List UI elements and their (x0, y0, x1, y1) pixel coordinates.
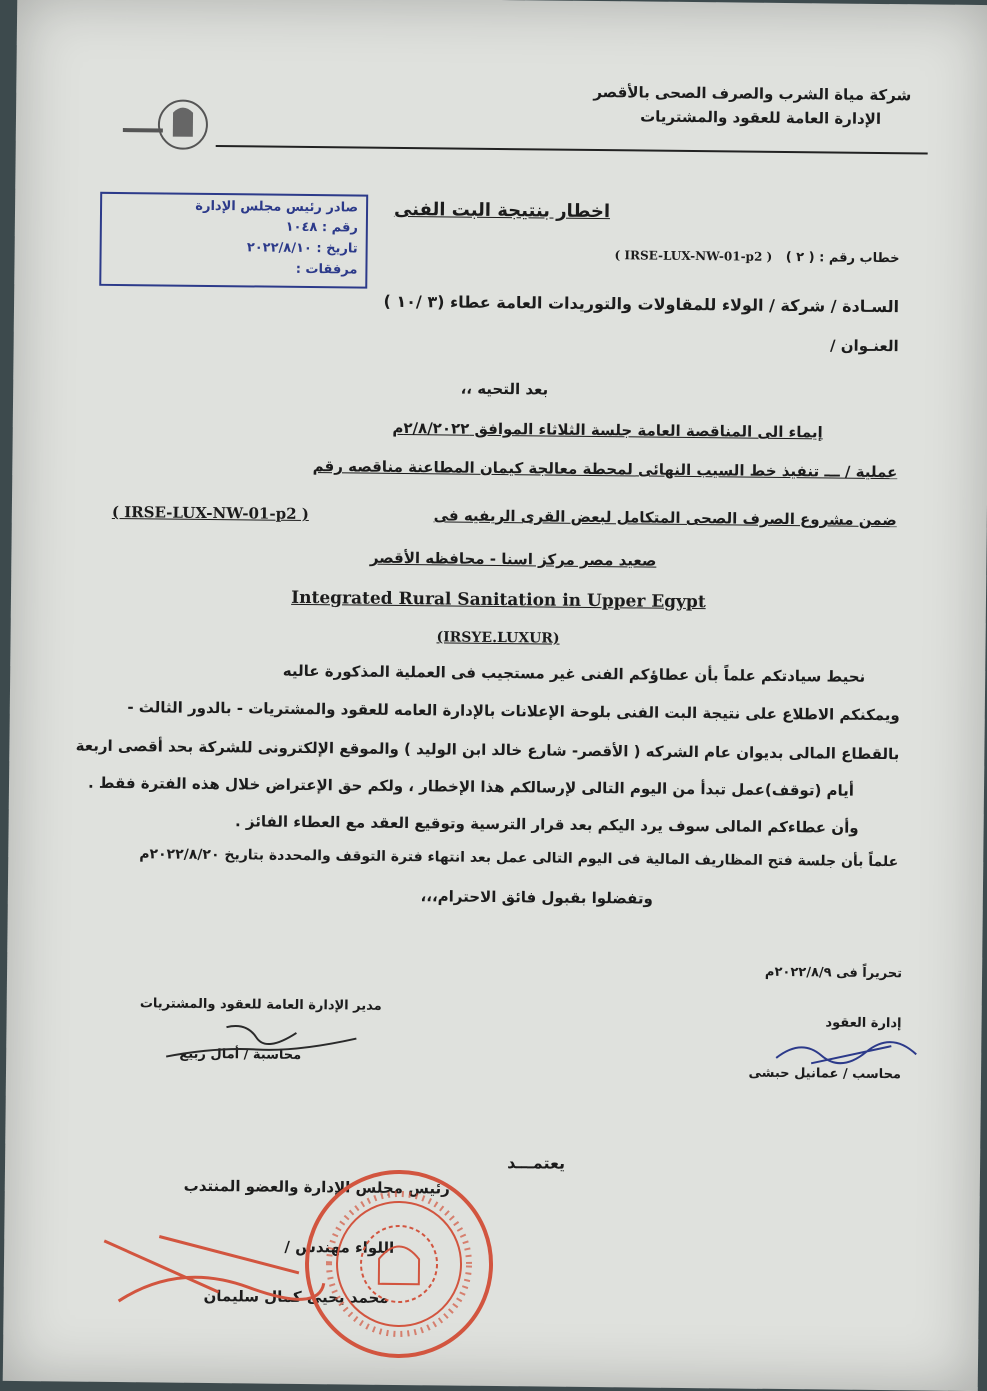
department-name: الإدارة العامة للعقود والمشتريات (640, 107, 882, 128)
signature-gm (156, 1006, 367, 1068)
project-name-en: Integrated Rural Sanitation in Upper Egypt (291, 587, 706, 613)
chairman-name: محمد يحيى كمال سليمان (203, 1286, 389, 1307)
body-paragraph-2: ويمكنكم الاطلاع على نتيجة البت الفنى بلوحة الإعلانات بالإدارة العامه للعقود والمشتريات - بالدور الثالث - (127, 698, 900, 725)
addressee: السـادة / شركة / الولاء للمقاولات والتوريدات العامة عطاء (٣ /١٠ ) (383, 291, 900, 317)
contracts-admin-label: إدارة العقود (825, 1015, 902, 1032)
stamp-line-3: تاريخ : ٢٠٢٢/٨/١٠ (246, 240, 358, 257)
subject-line-2: عملية / ـــ تنفيذ خط السيب النهائى لمحطة معالجة كيمان المطاعنة مناقصه رقم (312, 457, 898, 482)
letter-code: ( IRSE-LUX-NW-01-p2 ) (614, 248, 773, 264)
body-paragraph-4: أيام (توقف)عمل تبدأ من اليوم التالى لإرسالكم هذا الإخطار ، ولكم حق الإعتراض خلال هذه الفترة فقط . (87, 773, 855, 800)
approved-label: يعتمـــد (507, 1153, 566, 1173)
body-paragraph-5: وأن عطاءكم المالى سوف يرد اليكم بعد قرار الترسية وتوقيع العقد مع العطاء الفائز . (234, 812, 859, 837)
company-logo-icon (121, 94, 212, 155)
chairman-rank: اللواء مهندس / (284, 1237, 395, 1257)
stamp-line-1: صادر رئيس مجلس الإدارة (195, 198, 359, 216)
outgoing-stamp (99, 192, 368, 289)
subject-line-4: صعيد مصر مركز اسنا - محافظه الأقصر (369, 548, 657, 570)
subject-line-3: ضمن مشروع الصرف الصحى المتكامل لبعض القرى الريفيه فى (433, 506, 897, 530)
tender-code: ( IRSE-LUX-NW-01-p2 ) (111, 502, 309, 524)
subject-line-1: إيماء الى المناقصة العامة جلسة الثلاثاء الموافق ٢/٨/٢٠٢٢م (392, 418, 823, 442)
stamp-line-4: مرفقات : (295, 261, 358, 278)
body-paragraph-6: علماً بأن جلسة فتح المظاريف المالية فى اليوم التالى عمل بعد انتهاء فترة التوقف والمحددة بتاريخ ٢٠٢٢/٨/٢٠م (139, 846, 899, 871)
signature-accountant (771, 1033, 921, 1075)
company-name: شركة مياة الشرب والصرف الصحى بالأقصر (593, 82, 912, 105)
body-paragraph-3: بالقطاع المالى بديوان عام الشركه ( الأقصر- شارع خالد ابن الوليد ) والموقع الإلكترونى للشركة بحد أقصى اربعة (75, 736, 900, 764)
gm-name: محاسبة / أمال ربيع (179, 1046, 302, 1063)
accountant-name: محاسب / عمانيل حبشى (748, 1065, 902, 1083)
signature-chairman (99, 1231, 330, 1313)
letter-number: خطاب رقم : ( ٢ ) (785, 249, 900, 267)
closing: وتفضلوا بقبول فائق الاحترام،،، (420, 887, 653, 908)
chairman-title: رئيس مجلس الإدارة والعضو المنتدب (183, 1176, 450, 1198)
greeting: بعد التحيه ،، (460, 379, 549, 399)
gm-title: مدير الإدارة العامة للعقود والمشتريات (139, 996, 382, 1014)
document-page (3, 0, 987, 1391)
body-paragraph-1: نحيط سيادتكم علماً بأن عطاؤكم الفنى غير مستجيب فى العملية المذكورة عاليه (282, 661, 866, 686)
document-title: اخطار بنتيجة البت الفنى (393, 198, 611, 223)
project-code: (IRSYE.LUXUR) (436, 629, 560, 647)
header-divider (216, 145, 928, 154)
address-label: العنـوان / (830, 336, 899, 356)
company-seal-stamp (298, 1163, 500, 1365)
date-line: تحريراً فى ٢٠٢٢/٨/٩م (764, 964, 903, 982)
stamp-line-2: رقم : ١٠٤٨ (285, 219, 358, 236)
